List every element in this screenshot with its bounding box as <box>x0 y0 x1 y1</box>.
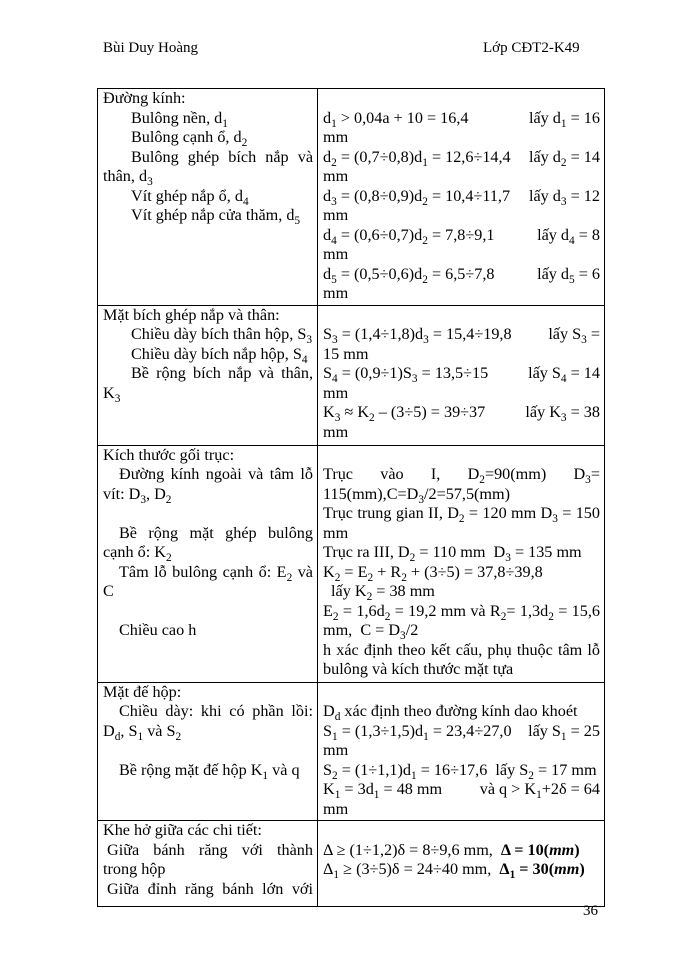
item-label: Đường kính ngoài và tâm lỗ <box>119 465 313 483</box>
formula-unit: mm <box>323 799 349 818</box>
item-label: Chiều cao h <box>119 621 197 639</box>
row-value-cell <box>318 821 605 907</box>
formula-line: Trục ra III, $D_2 = 110$ mm $D_3 = 135$ mm <box>323 543 582 564</box>
section-title: Mặt bích ghép nắp và thân: <box>103 305 280 324</box>
formula-line-cont: $115(mm),C=D_3/2=57,5(mm)$ <box>323 484 510 506</box>
formula-unit: mm <box>323 383 349 402</box>
header-author: Bùi Duy Hoàng <box>103 40 198 56</box>
table-row <box>98 89 605 306</box>
formula-line: $S_3 = (1,4\div 1,8)d_3 = 15,4\div 19,8$ lấy $S_3$ = <box>323 325 600 346</box>
formula-line: $S_4 = (0,9\div 1)S_3 = 13,5\div 15$ lấy $S_4 = 14$ <box>323 364 600 385</box>
row-label-cell <box>98 445 318 682</box>
item-label: Bề rộng mặt đế hộp $K_1$ và q <box>119 760 300 782</box>
formula-line: h xác định theo kết cấu, phụ thuộc tâm lỗ <box>323 640 600 659</box>
formula-line: $d_3 = (0,8\div 0,9)d_2 = 10,4\div 11,7$ lấy $d_3 = 12$ <box>323 186 600 208</box>
table-row <box>98 305 605 445</box>
item-label-cont: cạnh ổ: $K_2$ <box>103 543 172 564</box>
item-label: Bulông cạnh ổ, $d_2$ <box>131 128 248 149</box>
table-row <box>98 445 605 682</box>
formula-line: $d_5 = (0,5\div 0,6)d_2 = 6,5\div 7,8$ lấy $d_5 = 6$ <box>323 264 600 286</box>
formula-line: Δ ≥ (1÷1,2)δ = 8÷9,6 mm, Δ = 10(mm) <box>323 840 580 859</box>
row-label-cell <box>98 821 318 907</box>
formula-line: $K_3 \approx K_2 - (3\div 5) = 39\div 37$ lấy $K_3 = 38$ <box>323 403 600 424</box>
formula-unit: mm <box>323 523 349 542</box>
formula-line: $d_2 = (0,7\div 0,8)d_1 = 12,6\div 14,4$ lấy $d_2 = 14$ <box>323 147 600 169</box>
item-label-cont: trong hộp <box>103 860 166 878</box>
item-label-cont: $K_3$ <box>103 383 121 405</box>
formula-line: $E_2 = 1,6d_2 = 19,2$ mm và $R_2= 1,3d_2 = 15,6$ <box>323 601 600 623</box>
formula-unit: mm <box>323 284 349 302</box>
item-label: Bề rộng bích nắp và thân, <box>131 364 313 382</box>
formula-unit: mm <box>323 167 349 185</box>
formula-line: $d_1 > 0,04a + 10 = 16,4$ lấy $d_1 = 16$ <box>323 108 600 130</box>
item-label: Giữa đỉnh răng bánh lớn với <box>107 879 313 898</box>
formula-unit: mm <box>323 206 349 224</box>
formula-line: $S_1 = (1,3\div 1,5)d_1 = 23,4\div 27,0$ lấy $S_1 = 25$ <box>323 721 600 743</box>
formula-line: Trục vào I, $D_2=90(mm)$ $D_3=$ <box>323 465 600 486</box>
item-label-cont: thân, $d_3$ <box>103 167 153 188</box>
formula-line-cont: bulông và kích thước mặt tựa <box>323 660 514 678</box>
row-value-cell <box>318 305 605 445</box>
section-title: Khe hở giữa các chi tiết: <box>103 821 262 839</box>
row-value-cell <box>318 445 605 682</box>
formula-unit: mm <box>323 128 349 146</box>
item-label: Tâm lỗ bulông cạnh ổ: $E_2$ và <box>119 562 313 584</box>
formula-line: Trục trung gian II, $D_2 = 120$ mm $D_3 = 150$ <box>323 504 600 525</box>
formula-line: $S_2 = (1\div 1,1)d_1 = 16\div 17,6$ lấy $S_2 = 17$ mm <box>323 760 597 782</box>
header-class: Lớp CĐT2-K49 <box>483 40 580 56</box>
formula-unit: mm <box>323 245 349 263</box>
formula-line: $d_4 = (0,6\div 0,7)d_2 = 7,8\div 9,1$ lấy $d_4 = 8$ <box>323 225 600 247</box>
table-row <box>98 682 605 821</box>
row-label-cell <box>98 89 318 306</box>
formula-unit: 15 mm <box>323 344 369 363</box>
formula-line: $D_d$ xác định theo đường kính dao khoét <box>323 702 578 723</box>
page-number: 36 <box>583 903 598 919</box>
item-label: Chiều dày bích nắp hộp, $S_4$ <box>131 344 308 366</box>
row-label-cell <box>98 305 318 445</box>
formula-unit: mm <box>323 741 349 759</box>
item-label-cont: vít: $D_3$, $D_2$ <box>103 484 172 506</box>
row-label-cell <box>98 682 318 821</box>
item-label: Giữa bánh răng với thành <box>107 840 313 859</box>
formula-line-cont: mm, $C = D_3/2$ <box>323 621 419 642</box>
section-title: Mặt đế hộp: <box>103 682 182 701</box>
table-row <box>98 821 605 907</box>
item-label: Vít ghép nắp cửa thăm, $d_5$ <box>131 206 301 227</box>
formula-line: $K_2 = E_2 + R_2 + (3\div 5) = 37,8\div 39,8$ <box>323 562 543 584</box>
section-title: Kích thước gối trục: <box>103 445 235 464</box>
item-label-cont: $D_d$, $S_1$ và $S_2$ <box>103 721 182 743</box>
formula-line: $K_1 = 3d_1 = 48$ mm và $q > K_1+2\delta = 64$ <box>323 780 600 801</box>
item-label: Chiều dày: khi có phần lồi: <box>119 702 313 720</box>
section-title: Đường kính: <box>103 89 186 107</box>
item-label: Chiều dày bích thân hộp, $S_3$ <box>131 325 313 346</box>
row-value-cell <box>318 89 605 306</box>
row-value-cell <box>318 682 605 821</box>
item-label: Bề rộng mặt ghép bulông <box>119 523 313 542</box>
item-label: Bulông nền, $d_1$ <box>131 108 228 130</box>
formula-line: $\Delta_1 \ge (3\div 5)\delta = 24\div 40$ mm, $\Delta_1 = 30(mm)$ <box>323 860 585 881</box>
item-label: Vít ghép nắp ổ, $d_4$ <box>131 186 249 208</box>
item-label: Bulông ghép bích nắp và <box>131 147 313 166</box>
item-label-cont: C <box>103 582 114 600</box>
formula-line: lấy $K_2 = 38$ mm <box>327 582 435 603</box>
spec-table <box>97 88 605 907</box>
formula-unit: mm <box>323 422 349 441</box>
